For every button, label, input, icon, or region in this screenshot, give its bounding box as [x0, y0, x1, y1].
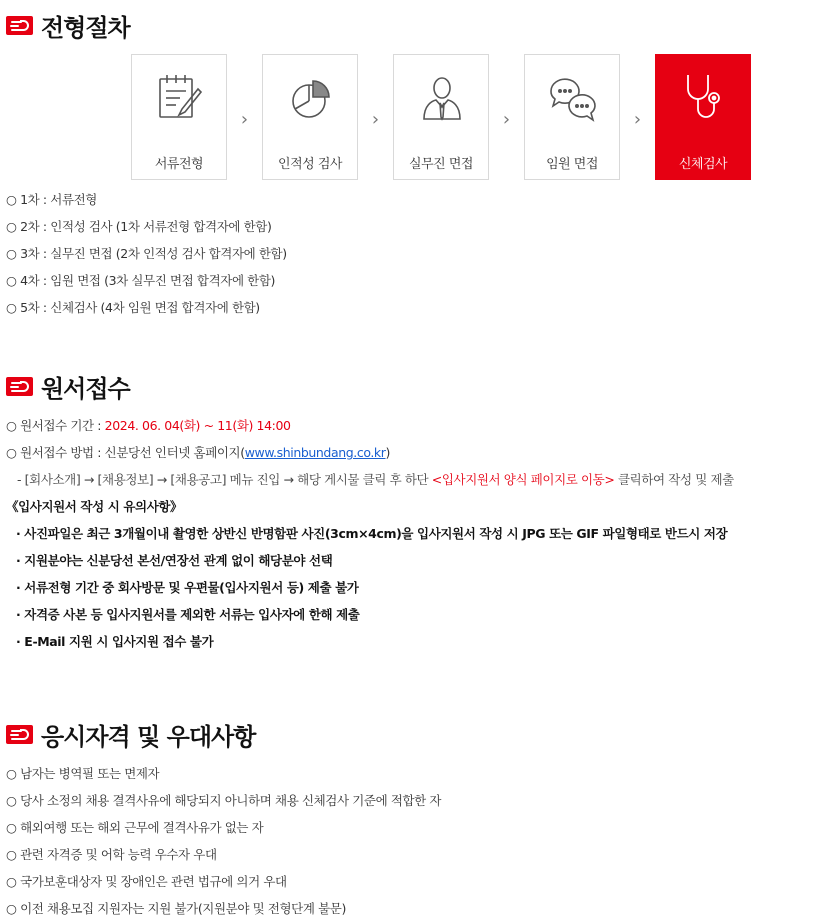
section-title-application [6, 369, 130, 404]
method-label: ○ 원서접수 방법 : 신분당선 인터넷 홈페이지( [6, 445, 245, 460]
step-medical-exam [655, 54, 751, 180]
list-item: ○ 3차 : 실무진 면접 (2차 인적성 검사 합격자에 한함) [6, 246, 287, 261]
step-label: 실무진 면접 [409, 157, 473, 172]
chevron-right-icon: › [240, 108, 249, 130]
list-item: ○ 4차 : 임원 면접 (3차 실무진 면접 합격자에 한함) [6, 273, 276, 288]
chevron-right-icon: › [371, 108, 380, 130]
pie-chart-icon [287, 73, 335, 123]
application-list [6, 412, 734, 655]
document-edit-icon [156, 73, 204, 123]
step-practical-interview [393, 54, 489, 180]
notes-title: 《입사지원서 작성 시 유의사항》 [6, 499, 183, 514]
list-item: ○ 당사 소정의 채용 결격사유에 해당되지 아니하며 채용 신체검사 기준에 적합한 자 [6, 793, 442, 808]
process-steps [131, 54, 751, 180]
list-item: · 사진파일은 최근 3개월이내 촬영한 상반신 반명함판 사진(3cm×4cm)을 입사지원서 작성 시 JPG 또는 GIF 파일형태로 반드시 저장 [16, 526, 728, 541]
application-method [6, 439, 734, 466]
application-form-link[interactable]: <입사지원서 양식 페이지로 이동> [431, 472, 615, 487]
stethoscope-icon [680, 73, 728, 123]
step-executive-interview [524, 54, 620, 180]
list-item: ○ 이전 채용모집 지원자는 지원 불가(지원분야 및 전형단계 불문) [6, 901, 346, 916]
step-label: 신체검사 [678, 157, 728, 172]
step-document-screening [131, 54, 227, 180]
qualification-list [6, 760, 441, 922]
step-aptitude-test [262, 54, 358, 180]
application-path [6, 466, 734, 493]
application-period [6, 412, 734, 439]
list-item: ○ 2차 : 인적성 검사 (1차 서류전형 합격자에 한함) [6, 219, 272, 234]
section-badge-icon [6, 725, 33, 744]
path-prefix: - [회사소개] → [채용정보] → [채용공고] 메뉴 진입 → 해당 게시물 클릭 후 하단 [17, 472, 432, 487]
step-label: 임원 면접 [546, 157, 598, 172]
list-item: · E-Mail 지원 시 입사지원 접수 불가 [16, 634, 214, 649]
list-item: ○ 국가보훈대상자 및 장애인은 관련 법규에 의거 우대 [6, 874, 287, 889]
method-close: ) [385, 445, 390, 460]
period-value: 2024. 06. 04(화) ~ 11(화) 14:00 [104, 418, 291, 433]
chat-bubbles-icon [549, 73, 597, 123]
section-heading: 응시자격 및 우대사항 [41, 723, 256, 751]
section-heading: 전형절차 [41, 14, 130, 42]
homepage-link[interactable]: www.shinbundang.co.kr [244, 445, 386, 460]
list-item: ○ 해외여행 또는 해외 근무에 결격사유가 없는 자 [6, 820, 264, 835]
list-item: ○ 1차 : 서류전형 [6, 192, 97, 207]
path-suffix: 클릭하여 작성 및 제출 [614, 472, 734, 487]
step-label: 서류전형 [154, 157, 204, 172]
chevron-right-icon: › [633, 108, 642, 130]
section-title-qualification [6, 717, 255, 752]
section-badge-icon [6, 377, 33, 396]
list-item: ○ 관련 자격증 및 어학 능력 우수자 우대 [6, 847, 217, 862]
period-label: ○ 원서접수 기간 : [6, 418, 105, 433]
list-item: ○ 5차 : 신체검사 (4차 임원 면접 합격자에 한함) [6, 300, 260, 315]
section-heading: 원서접수 [41, 375, 130, 403]
section-badge-icon [6, 16, 33, 35]
list-item: · 서류전형 기간 중 회사방문 및 우편물(입사지원서 등) 제출 불가 [16, 580, 359, 595]
person-icon [418, 73, 466, 123]
list-item: ○ 남자는 병역필 또는 면제자 [6, 766, 160, 781]
chevron-right-icon: › [502, 108, 511, 130]
list-item: · 지원분야는 신분당선 본선/연장선 관계 없이 해당분야 선택 [16, 553, 333, 568]
step-label: 인적성 검사 [278, 157, 342, 172]
section-title-process [6, 8, 130, 43]
process-list [6, 186, 287, 321]
list-item: · 자격증 사본 등 입사지원서를 제외한 서류는 입사자에 한해 제출 [16, 607, 360, 622]
